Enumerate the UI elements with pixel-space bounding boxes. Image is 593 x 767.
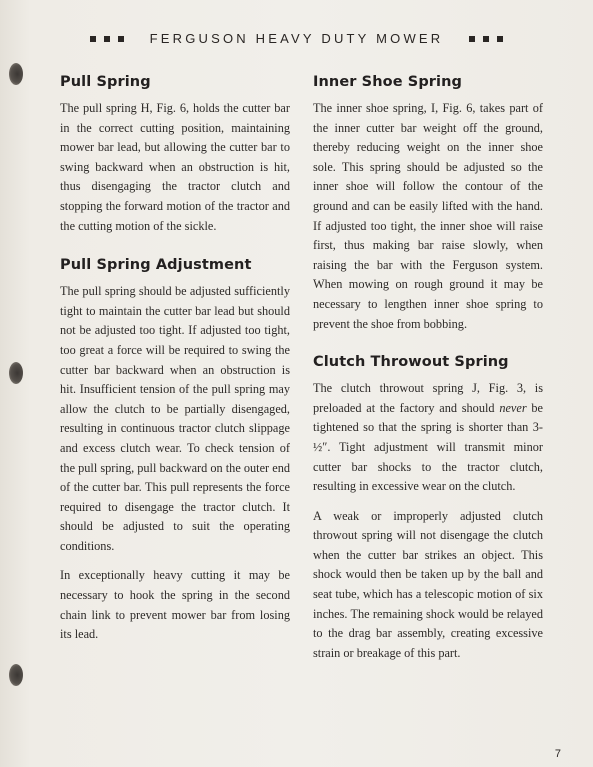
section-pull-spring (60, 74, 290, 236)
paragraph: The pull spring should be adjusted sufficiently tight to maintain the cutter bar lead but should not be adjusted too tight. If adjusted too tight, too great a force will be required to swing the cutter bar backward when an obstruction is hit. Insufficient tension of the pull spring may allow the clutch to be partially disengaged, resulting in continuous tractor clutch slippage and excess clutch wear. To check tension of the pull spring, pull backward on the outer end of the cutter bar. This pull represents the force required to disengage the tractor clutch. It should be adjusted to suit the operating conditions. (60, 284, 290, 553)
paragraph (313, 379, 543, 497)
square-bullet-icon (469, 36, 475, 42)
binder-hole-bottom (9, 664, 23, 686)
square-bullet-icon (497, 36, 503, 42)
square-bullet-icon (104, 36, 110, 42)
square-bullet-icon (118, 36, 124, 42)
text-run: The clutch throwout spring J, Fig. 3, is preloaded at the factory and should (313, 381, 543, 415)
page-number: 7 (554, 748, 561, 760)
binder-hole-top (9, 63, 23, 85)
left-column (60, 74, 290, 645)
paragraph: The inner shoe spring, I, Fig. 6, takes part of the inner cutter bar weight off the ground, thereby reducing weight on the inner shoe sole. This spring should be adjusted so the inner shoe will follow the contour of the ground and can be easily lifted with the hand. If adjusted too tight, the inner shoe will raise first, thus making bar raise slowly, when raising the bar with the Ferguson system. When mowing on rough ground it may be necessary to lengthen inner shoe spring to prevent the shoe from bobbing. (313, 101, 543, 331)
emphasis: never (499, 400, 527, 415)
section-clutch-throwout-spring (313, 354, 543, 663)
header-dots-left (90, 36, 124, 42)
right-column (313, 74, 543, 663)
section-heading: Clutch Throwout Spring (313, 354, 509, 371)
section-heading: Inner Shoe Spring (313, 74, 463, 90)
binder-hole-middle (9, 362, 23, 384)
paragraph: A weak or improperly adjusted clutch throwout spring will not disengage the clutch when the cutter bar strikes an object. This shock would then be taken up by the ball and seat tube, which has a telescopic motion of six inches. The remaining shock would be relayed to the drag bar assembly, creating excessive strain or breakage of this part. (313, 508, 543, 660)
header-title: FERGUSON HEAVY DUTY MOWER (149, 31, 444, 46)
paragraph: The pull spring H, Fig. 6, holds the cutter bar in the correct cutting position, maintaining mower bar lead, but allowing the cutter bar to swing backward when an obstruction is hit, thus disengaging the tractor clutch and stopping the forward motion of the tractor and the cutting motion of the sickle. (60, 101, 290, 233)
section-inner-shoe-spring (313, 74, 543, 334)
section-heading: Pull Spring (60, 74, 151, 90)
paragraph: In exceptionally heavy cutting it may be necessary to hook the spring in the second chain link to prevent mower bar from losing its lead. (60, 568, 290, 642)
square-bullet-icon (90, 36, 96, 42)
running-header (0, 31, 593, 46)
text-run: be tightened so that the spring is shorter than 3-½″. Tight adjustment will transmit minor cutter bar shocks to the tractor clutch, resulting in excessive wear on the clutch. (313, 400, 543, 494)
header-dots-right (469, 36, 503, 42)
square-bullet-icon (483, 36, 489, 42)
section-pull-spring-adjustment (60, 257, 290, 645)
section-heading: Pull Spring Adjustment (60, 257, 252, 274)
